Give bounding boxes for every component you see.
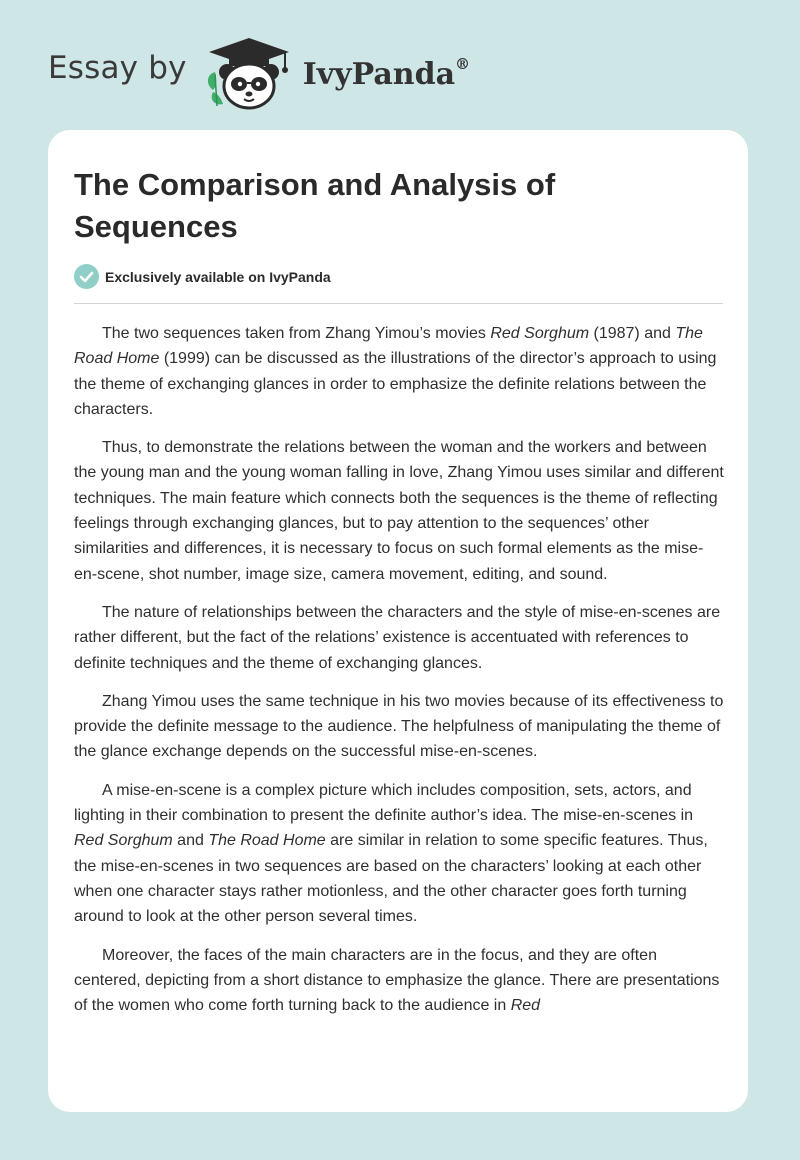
exclusive-label: Exclusively available on IvyPanda [105,268,331,285]
exclusive-badge [74,264,331,289]
panda-graduate-icon[interactable] [201,34,297,110]
paragraph-4: Zhang Yimou uses the same technique in his two movies because of its effectiveness to provide the definite message to the audience. The helpfulness of manipulating the theme of the glance exchange depends on the successful mise-en-scenes. [74,692,724,761]
title-divider [74,303,723,304]
site-header [48,34,470,110]
check-circle-icon [74,264,99,289]
paragraph-5: A mise-en-scene is a complex picture which includes composition, sets, actors, and lighting in their combination to present the definite author’s idea. The mise-en-scenes in Red Sorghum and The Road Home are similar in relation to some specific features. Thus, the mise-en-scenes in two sequences are based on the characters’ looking at each other when one character stays rather motionless, and the other character goes forth turning around to look at the other person several times. [74,781,708,926]
paragraph-1: The two sequences taken from Zhang Yimou’s movies Red Sorghum (1987) and The Road Home (1999) can be discussed as the illustrations of the director’s approach to using the theme of exchanging glances in order to emphasize the definite relations between the characters. [74,325,717,418]
registered-mark: ® [455,54,471,73]
essay-card [48,130,748,1112]
essay-by-label: Essay by [48,50,187,86]
page-title: The Comparison and Analysis of Sequences [74,167,556,244]
paragraph-6: Moreover, the faces of the main characters are in the focus, and they are often centered, depicting from a short distance to emphasize the glance. There are presentations of the women who come forth turning back to the audience in Red [74,946,720,1015]
essay-body [74,321,726,1031]
paragraph-3: The nature of relationships between the characters and the style of mise-en-scenes are rather different, but the fact of the relations’ existence is accentuated with references to definite techniques and the theme of exchanging glances. [74,603,721,672]
paragraph-2: Thus, to demonstrate the relations between the woman and the workers and between the young man and the young woman falling in love, Zhang Yimou uses similar and different techniques. The main feature which connects both the sequences is the theme of reflecting feelings through exchanging glances, but to pay attention to the sequences’ other similarities and differences, it is necessary to focus on such formal elements as the mise-en-scene, shot number, image size, camera movement, editing, and sound. [74,439,724,583]
brand-name[interactable]: IvyPanda® [302,54,471,92]
